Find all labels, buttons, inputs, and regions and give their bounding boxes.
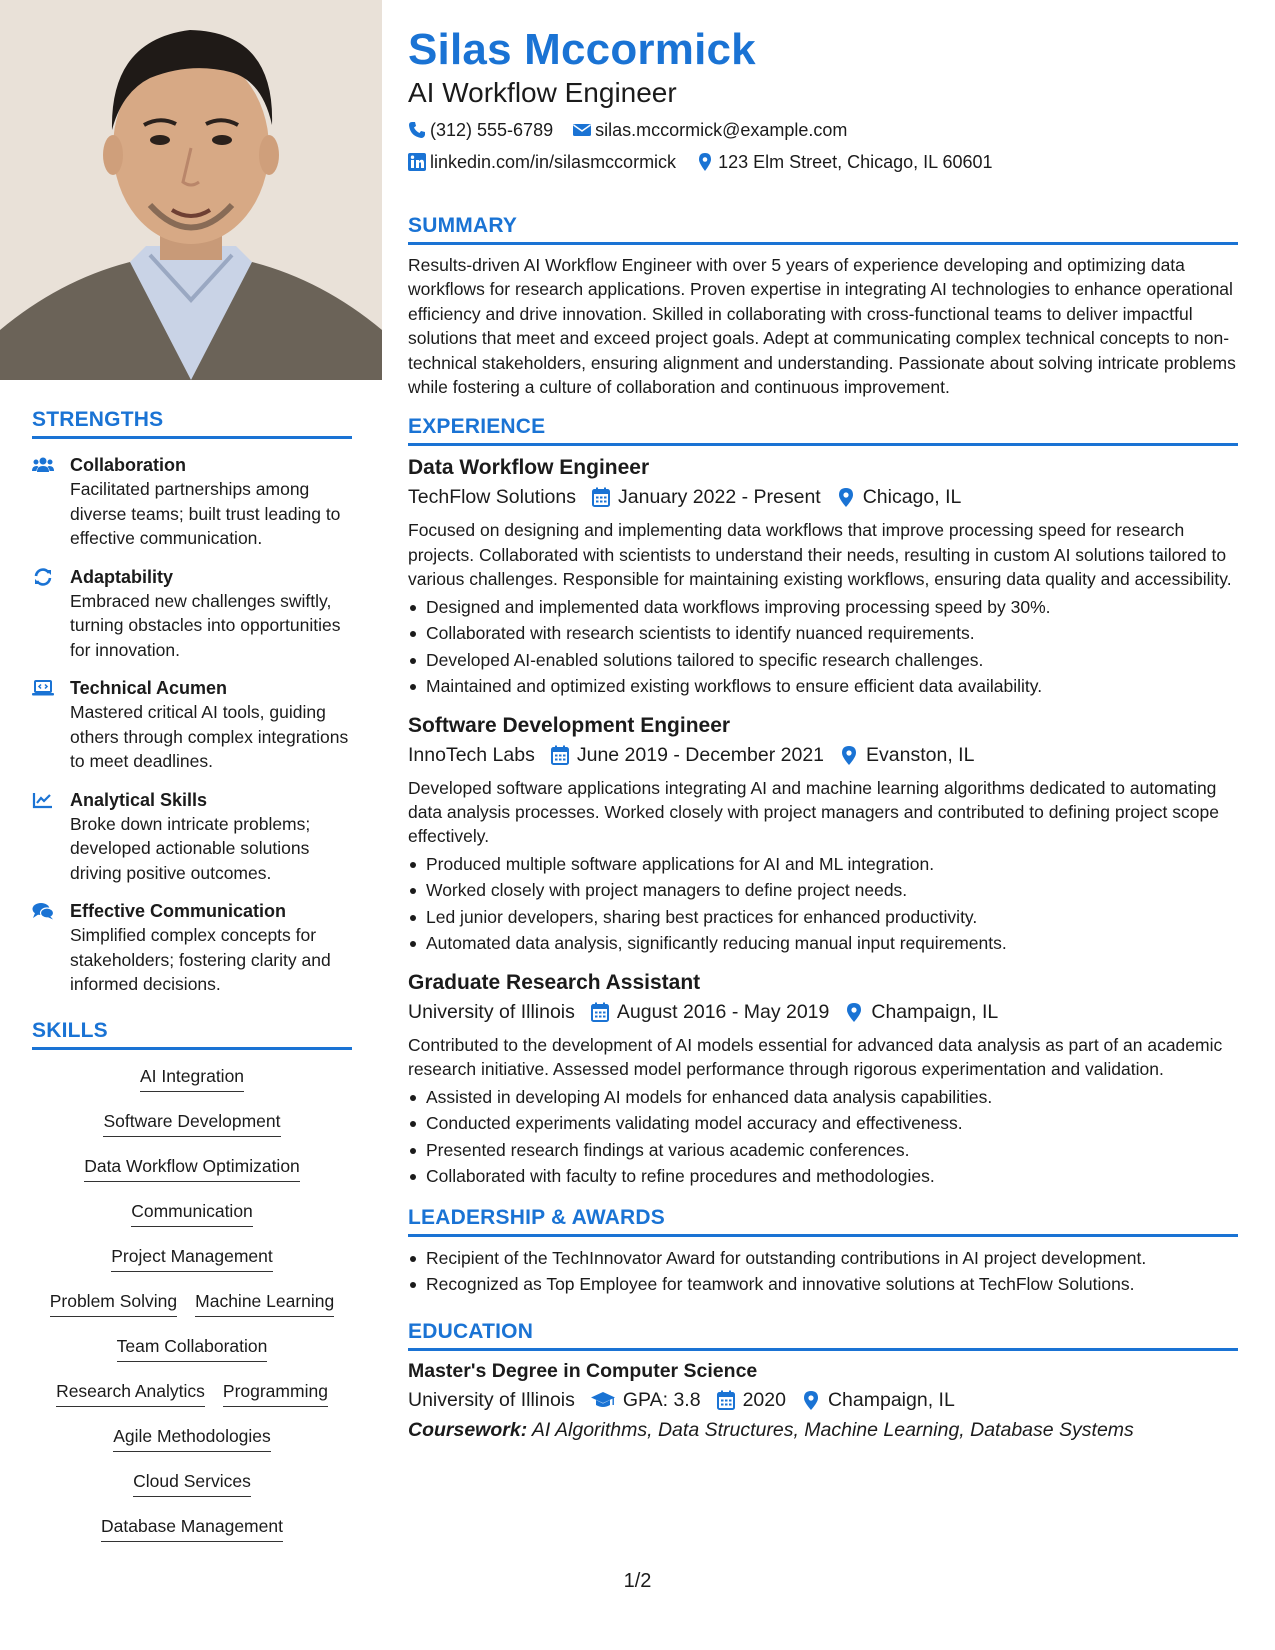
skill-tag: Communication [131,1199,253,1227]
job-description: Contributed to the development of AI models essential for advanced data analysis as part of an academic research initiative. Assessed model performance through rigorous experimentation and validation. [408,1034,1223,1080]
skill-row [84,1154,300,1199]
summary-heading: SUMMARY [408,214,1238,245]
location-pin-icon [840,745,858,765]
skills-heading: SKILLS [32,1019,352,1050]
strength-description: Facilitated partnerships among diverse teams; built trust leading to effective communication. [70,479,341,548]
skill-tag: AI Integration [140,1064,244,1092]
linkedin-icon [408,153,426,171]
skill-row [56,1379,328,1424]
calendar-icon [551,745,569,765]
summary-text: Results-driven AI Workflow Engineer with over 5 years of experience developing and optimizing data workflows for research applications. Proven expertise in integrating AI technologies to enhance operational efficiency and drive innovation. Skilled in collaborating with cross-functional teams to deliver impactful solutions that meet and exceed project goals. Adept at communicating complex technical concepts to non-technical stakeholders, ensuring alignment and understanding. Passionate about solving intricate problems while fostering a culture of collaboration and continuous improvement. [408,255,1236,398]
phone-icon [408,121,426,139]
skill-row [140,1064,244,1109]
bullet-item: Produced multiple software applications for AI and ML integration. [408,851,1238,878]
leadership-bullets [408,1245,1238,1298]
skill-tag: Software Development [103,1109,280,1137]
right-column [408,24,1238,1445]
address-text: 123 Elm Street, Chicago, IL 60601 [718,152,993,172]
bullet-item: Collaborated with research scientists to identify nuanced requirements. [408,620,1238,647]
strength-description: Broke down intricate problems; developed actionable solutions driving positive outcomes. [70,813,311,883]
skill-row [133,1469,251,1514]
job-location: Chicago, IL [862,486,962,509]
calendar-icon [592,487,610,507]
skill-tag: Data Workflow Optimization [84,1154,300,1182]
envelope-icon [573,121,591,139]
job-title: Software Development Engineer [408,713,731,737]
education-section [408,1320,1238,1445]
graduation-year: 2020 [742,1388,786,1411]
bullet-item: Developed AI-enabled solutions tailored to specific research challenges. [408,647,1238,674]
strength-description: Simplified complex concepts for stakeholders; fostering clarity and informed decisions. [70,925,331,994]
skill-tag: Agile Methodologies [113,1424,271,1452]
leadership-section [408,1206,1238,1298]
profile-photo [0,0,382,380]
strength-title: Adaptability [70,566,174,587]
job-location: Champaign, IL [871,1000,999,1023]
job-description: Developed software applications integrating AI and machine learning algorithms dedicated to automating data analysis processes. Worked closely with project managers and contributed to defining project scope effectively. [408,777,1219,847]
bullet-item: Led junior developers, sharing best practices for enhanced productivity. [408,904,1238,931]
skill-row [113,1424,271,1469]
coursework-label: Coursework: [408,1418,528,1441]
skill-tag: Team Collaboration [117,1334,268,1362]
school-location: Champaign, IL [827,1388,955,1411]
company-name: University of Illinois [408,1000,575,1023]
leadership-heading: LEADERSHIP & AWARDS [408,1206,1238,1237]
bullet-item: Designed and implemented data workflows improving processing speed by 30%. [408,594,1238,621]
job-entry [408,712,1238,957]
job-entry [408,454,1238,699]
coursework-text: AI Algorithms, Data Structures, Machine Learning, Database Systems [531,1418,1134,1441]
contact-row [408,118,1238,142]
skill-tag: Programming [223,1379,328,1407]
sync-icon [32,565,70,663]
strength-title: Collaboration [70,455,186,475]
bullet-item: Automated data analysis, significantly reducing manual input requirements. [408,930,1238,957]
summary-section [408,214,1238,399]
company-name: TechFlow Solutions [408,486,576,509]
skill-tag: Project Management [111,1244,272,1272]
strength-description: Mastered critical AI tools, guiding others through complex integrations to meet deadlines. [70,702,349,771]
education-meta [408,1385,1238,1415]
education-heading: EDUCATION [408,1320,1238,1351]
skills-list [32,1064,352,1559]
email-text: silas.mccormick@example.com [595,120,848,140]
calendar-icon [591,1002,609,1022]
bullet-item: Assisted in developing AI models for enhanced data analysis capabilities. [408,1084,1238,1111]
skill-row [103,1109,280,1154]
skill-row [117,1334,268,1379]
job-role: AI Workflow Engineer [408,77,677,108]
bullet-item: Recipient of the TechInnovator Award for outstanding contributions in AI project development. [408,1245,1238,1272]
job-bullets [408,1084,1238,1190]
graduation-cap-icon [591,1390,615,1410]
strength-item [32,453,352,551]
phone-contact[interactable] [408,118,553,142]
strength-title: Analytical Skills [70,789,208,810]
strength-item [32,565,352,663]
skill-tag: Problem Solving [50,1289,177,1317]
job-dates: January 2022 - Present [618,486,821,509]
experience-section [408,415,1238,1189]
location-pin-icon [845,1002,863,1022]
skill-row [50,1289,335,1334]
job-title: Data Workflow Engineer [408,456,650,480]
strengths-heading: STRENGTHS [32,408,352,439]
phone-text: (312) 555-6789 [430,120,554,140]
address-contact [696,150,993,174]
job-title: Graduate Research Assistant [408,970,701,994]
calendar-icon [717,1390,735,1410]
contact-row-2 [408,150,1238,174]
bullet-item: Recognized as Top Employee for teamwork and innovative solutions at TechFlow Solutions. [408,1271,1238,1298]
skill-tag: Database Management [101,1514,283,1542]
skill-tag: Machine Learning [195,1289,334,1317]
skill-row [131,1199,253,1244]
job-meta [408,482,1238,512]
users-icon [32,453,70,551]
left-column [32,408,352,1559]
chart-line-icon [32,788,70,886]
bullet-item: Worked closely with project managers to define project needs. [408,877,1238,904]
comments-icon [32,899,70,997]
laptop-code-icon [32,676,70,774]
strength-title: Technical Acumen [70,678,228,698]
strength-title: Effective Communication [70,901,287,921]
experience-heading: EXPERIENCE [408,415,1238,446]
job-entry [408,969,1238,1190]
location-pin-icon [802,1390,820,1410]
skill-tag: Cloud Services [133,1469,251,1497]
page-number: 1/2 [623,1570,652,1592]
job-dates: August 2016 - May 2019 [616,1000,830,1023]
linkedin-contact[interactable] [408,150,676,174]
bullet-item: Collaborated with faculty to refine procedures and methodologies. [408,1163,1238,1190]
bullet-item: Conducted experiments validating model accuracy and effectiveness. [408,1110,1238,1137]
skill-tag: Research Analytics [56,1379,205,1407]
bullet-item: Maintained and optimized existing workflows to ensure efficient data availability. [408,673,1238,700]
bullet-item: Presented research findings at various academic conferences. [408,1137,1238,1164]
job-meta [408,740,1238,770]
skill-row [101,1514,283,1559]
strength-description: Embraced new challenges swiftly, turning obstacles into opportunities for innovation. [70,590,341,660]
linkedin-text: linkedin.com/in/silasmccormick [430,152,677,172]
strengths-list [32,453,352,997]
job-bullets [408,594,1238,700]
job-dates: June 2019 - December 2021 [576,743,825,766]
skill-row [111,1244,272,1289]
school-name: University of Illinois [408,1388,575,1411]
location-pin-icon [837,487,855,507]
job-bullets [408,851,1238,957]
job-description: Focused on designing and implementing data workflows that improve processing speed for research projects. Collaborated with scientists to understand their needs, resulting in custom AI solutions tailored to various challenges. Responsible for maintaining existing workflows, ensuring data quality and accessibility. [408,520,1232,590]
strength-item [32,899,352,997]
degree-title: Master's Degree in Computer Science [408,1359,758,1382]
job-location: Evanston, IL [866,743,975,766]
coursework-line [408,1415,1238,1445]
gpa-text: GPA: 3.8 [622,1388,701,1411]
company-name: InnoTech Labs [408,743,535,766]
job-meta [408,997,1238,1027]
location-pin-icon [696,153,714,171]
candidate-name: Silas Mccormick [408,25,756,74]
strength-item [32,788,352,886]
email-contact[interactable] [573,118,847,142]
strength-item [32,676,352,774]
